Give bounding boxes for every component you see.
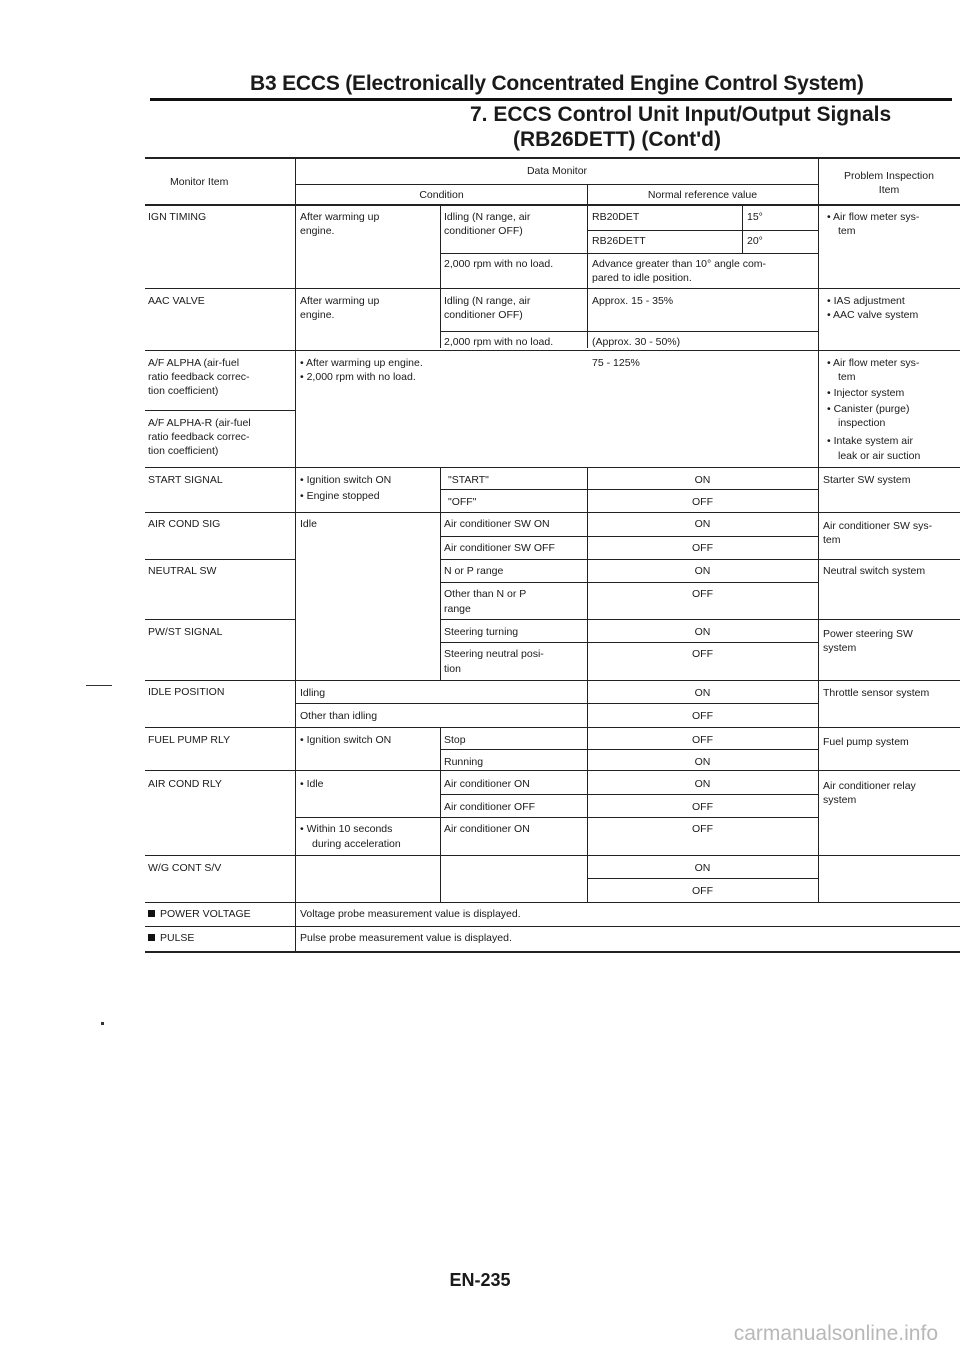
reference-value: Approx. 15 - 35% [592,295,674,307]
problem-text: Air conditioner SW sys- [823,520,933,532]
problem-text: AAC valve system [833,309,919,321]
condition-text: during acceleration [312,838,401,850]
monitor-item-neutral-sw: NEUTRAL SW [148,565,217,577]
monitor-item-start-signal: START SIGNAL [148,474,223,486]
condition-text: engine. [300,225,335,237]
monitor-item-af-alpha-r: A/F ALPHA-R (air-fuel [148,417,251,429]
monitor-item-af-alpha: A/F ALPHA (air-fuel [148,357,240,369]
state-text: "START" [448,474,489,486]
condition-text: 2,000 rpm with no load. [306,371,416,383]
problem-item: • Air flow meter sys- [827,211,920,223]
problem-text: Injector system [833,387,905,399]
header-condition: Condition [419,189,464,201]
section-header: B3 ECCS (Electronically Concentrated Engine Control System) [250,72,864,95]
monitor-item-wg-cont-sv: W/G CONT S/V [148,862,222,874]
rule [587,184,588,348]
condition-text: conditioner OFF) [444,225,523,237]
rule [440,794,818,795]
rule [440,749,818,750]
engine-label: RB20DET [592,211,640,223]
problem-text: system [823,642,857,654]
rule [440,331,818,332]
state-text: Steering turning [444,626,519,638]
problem-text: system [823,794,857,806]
condition-text: Engine stopped [306,490,380,502]
reference-value: (Approx. 30 - 50%) [592,336,681,348]
condition-item: • Engine stopped [300,490,380,502]
rule [440,467,441,512]
reference-value: 75 - 125% [592,357,640,369]
reference-value: OFF [692,648,713,660]
monitor-item-air-cond-rly: AIR COND RLY [148,778,222,790]
rule [440,489,818,490]
state-text: Stop [444,734,466,746]
page-number: EN-235 [449,1270,511,1290]
header-monitor-item: Monitor Item [170,176,229,188]
monitor-item-af-alpha-r: tion coefficient) [148,445,219,457]
problem-text: Starter SW system [823,474,911,486]
header-normal-reference: Normal reference value [647,189,758,201]
rule [145,855,960,856]
reference-value: pared to idle position. [592,272,692,284]
condition-text: Idling (N range, air [444,211,531,223]
condition-text: 2,000 rpm with no load. [444,258,554,270]
rule [145,619,296,620]
condition-text: conditioner OFF) [444,309,523,321]
condition-text: engine. [300,309,335,321]
reference-value: Advance greater than 10° angle com- [592,258,767,270]
monitor-item-af-alpha: ratio feedback correc- [148,371,250,383]
problem-text: Air conditioner relay [823,780,916,792]
condition-item: • Idle [300,778,324,790]
rule [440,559,960,560]
page-title: 7. ECCS Control Unit Input/Output Signals [470,103,892,126]
rule [145,559,296,560]
rule [440,536,818,537]
monitor-item-air-cond-sig: AIR COND SIG [148,518,221,530]
reference-value: ON [694,687,711,699]
reference-value: OFF [692,885,713,897]
problem-item: • Injector system [827,387,905,399]
monitor-item-ign-timing: IGN TIMING [148,211,207,223]
reference-value: ON [694,778,711,790]
reference-value: ON [694,474,711,486]
engine-label: RB26DETT [592,235,646,247]
condition-text: Idling (N range, air [444,295,531,307]
rule [145,288,960,289]
state-text: range [444,603,471,615]
table-bottom-rule [145,951,960,953]
table-top-rule [145,157,960,159]
problem-text: Throttle sensor system [823,687,930,699]
state-text: Other than N or P [444,588,527,600]
header-bottom-rule [145,204,960,206]
state-text: Air conditioner OFF [444,801,536,813]
monitor-item-power-voltage [148,907,251,921]
problem-text: Neutral switch system [823,565,926,577]
condition-text: Within 10 seconds [306,823,393,835]
problem-item: • IAS adjustment [827,295,905,307]
condition-text: After warming up engine. [306,357,423,369]
reference-value: ON [694,756,711,768]
rule [145,680,960,681]
state-text: tion [444,663,461,675]
problem-text: inspection [838,417,886,429]
page-subtitle: (RB26DETT) (Cont'd) [513,128,721,151]
reference-value: 15° [747,211,763,223]
rule [296,184,818,185]
condition-text: Ignition switch ON [306,734,392,746]
state-text: Other than idling [300,710,378,722]
reference-value: OFF [692,542,713,554]
rule [440,727,441,902]
state-text: Steering neutral posi- [444,648,544,660]
rule [145,410,296,411]
problem-text: tem [838,371,856,383]
reference-value: OFF [692,710,713,722]
problem-item: • AAC valve system [827,309,919,321]
state-text: "OFF" [448,496,477,508]
problem-item: • Air flow meter sys- [827,357,920,369]
condition-text: 2,000 rpm with no load. [444,336,554,348]
rule [145,467,960,468]
header-problem-inspection: Problem Inspection [844,170,934,182]
monitor-item-idle-position: IDLE POSITION [148,686,225,698]
monitor-item-aac-valve: AAC VALVE [148,295,205,307]
problem-text: Power steering SW [823,628,913,640]
rule [295,157,296,953]
monitor-item-label: POWER VOLTAGE [160,908,251,920]
monitor-item-pwst-signal: PW/ST SIGNAL [148,626,223,638]
condition-item: • 2,000 rpm with no load. [300,371,416,383]
problem-text: tem [838,225,856,237]
problem-text: IAS adjustment [833,295,905,307]
description-text: Voltage probe measurement value is displayed. [300,908,521,920]
condition-text: After warming up [300,295,380,307]
state-text: Idling [300,687,326,699]
condition-item: • Ignition switch ON [300,474,392,486]
monitor-item-label: PULSE [160,932,195,944]
monitor-item-af-alpha-r: ratio feedback correc- [148,431,250,443]
rule [818,157,819,902]
monitor-item-fuel-pump-rly: FUEL PUMP RLY [148,734,231,746]
state-text: Running [444,756,484,768]
monitor-item-af-alpha: tion coefficient) [148,385,219,397]
state-text: Air conditioner ON [444,778,530,790]
problem-text: Canister (purge) [833,403,910,415]
reference-value: OFF [692,734,713,746]
state-text: Air conditioner SW OFF [444,542,555,554]
condition-item: • After warming up engine. [300,357,423,369]
problem-text: Air flow meter sys- [833,211,920,223]
rule [296,703,818,704]
reference-value: 20° [747,235,763,247]
rule [145,512,960,513]
reference-value: OFF [692,588,713,600]
rule [440,204,441,348]
rule [440,512,441,680]
rule [587,230,818,231]
state-text: N or P range [444,565,504,577]
rule [145,902,960,903]
reference-value: OFF [692,801,713,813]
condition-text: Idle [300,518,317,530]
reference-value: ON [694,565,711,577]
rule [440,253,818,254]
reference-value: ON [694,518,711,530]
condition-item: • Within 10 seconds [300,823,393,835]
reference-value: ON [694,626,711,638]
rule [440,582,818,583]
state-text: Air conditioner SW ON [444,518,550,530]
header-data-monitor: Data Monitor [526,165,588,177]
rule [145,926,960,927]
condition-text: After warming up [300,211,380,223]
rule [145,350,960,351]
watermark: carmanualsonline.info [733,1322,938,1345]
rule [145,770,960,771]
description-text: Pulse probe measurement value is displayed. [300,932,512,944]
condition-item: • Ignition switch ON [300,734,392,746]
square-bullet-icon [148,910,155,917]
condition-text: Idle [306,778,324,790]
monitor-item-pulse [148,931,194,945]
margin-dot [101,1022,104,1025]
problem-text: Fuel pump system [823,736,909,748]
problem-item: • Canister (purge) [827,403,910,415]
rule [742,204,743,253]
square-bullet-icon [148,934,155,941]
rule [587,878,818,879]
reference-value: OFF [692,496,713,508]
state-text: Air conditioner ON [444,823,530,835]
rule [145,727,960,728]
reference-value: ON [694,862,711,874]
condition-text: Ignition switch ON [306,474,392,486]
rule [296,817,818,818]
problem-text: Air flow meter sys- [833,357,920,369]
header-problem-inspection: Item [878,184,900,196]
rule [440,642,818,643]
reference-value: OFF [692,823,713,835]
problem-text: Intake system air [833,435,913,447]
problem-item: • Intake system air [827,435,913,447]
problem-text: leak or air suction [838,450,921,462]
problem-text: tem [823,534,841,546]
rule [440,619,960,620]
